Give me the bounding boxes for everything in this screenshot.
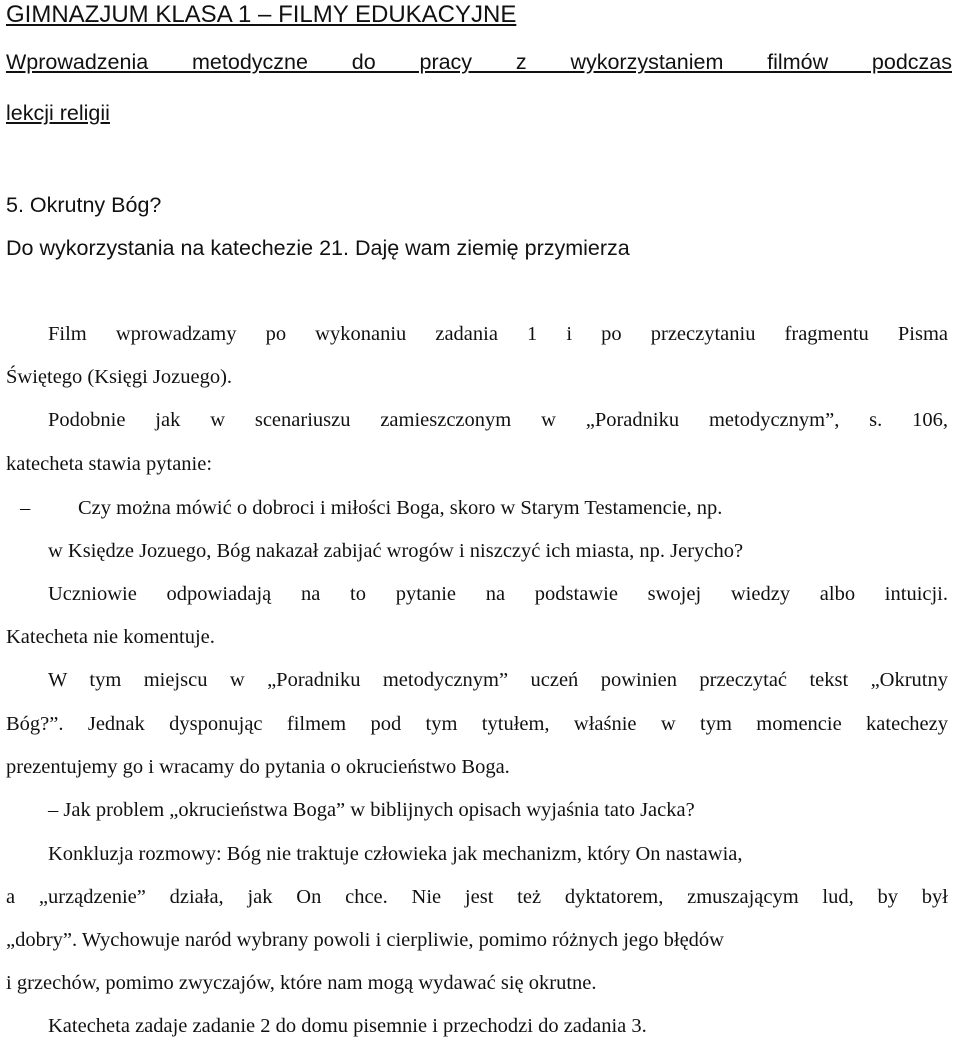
paragraph-3-line-2: Katecheta nie komentuje. <box>6 626 215 648</box>
question-dash: – <box>20 497 31 519</box>
paragraph-3-line-1: Uczniowie odpowiadają na to pytanie na podstawie swojej wiedzy albo intuicji. <box>48 583 948 605</box>
page-subtitle-line-2: lekcji religii <box>6 101 110 125</box>
question-text-line-1: Czy można mówić o dobroci i miłości Boga, skoro w Starym Testamencie, np. <box>78 497 723 519</box>
paragraph-1-line-2: Świętego (Księgi Jozuego). <box>6 366 233 388</box>
paragraph-1-line-1: Film wprowadzamy po wykonaniu zadania 1 i po przeczytaniu fragmentu Pisma <box>48 323 948 345</box>
paragraph-4-line-3: prezentujemy go i wracamy do pytania o okrucieństwo Boga. <box>6 756 510 778</box>
paragraph-4-line-1: W tym miejscu w „Poradniku metodycznym” uczeń powinien przeczytać tekst „Okrutny <box>48 669 948 691</box>
paragraph-6-line-1: Konkluzja rozmowy: Bóg nie traktuje człowieka jak mechanizm, który On nastawia, <box>48 843 743 865</box>
question-line-2: w Księdze Jozuego, Bóg nakazał zabijać wrogów i niszczyć ich miasta, np. Jerycho? <box>48 540 744 562</box>
paragraph-7-line-1: Katecheta zadaje zadanie 2 do domu pisemnie i przechodzi do zadania 3. <box>48 1015 647 1037</box>
section-title: 5. Okrutny Bóg? <box>6 193 162 217</box>
paragraph-2-line-2: katecheta stawia pytanie: <box>6 453 213 475</box>
page-subtitle-line-1: Wprowadzenia metodyczne do pracy z wykorzystaniem filmów podczas <box>6 50 952 74</box>
paragraph-6-line-4: i grzechów, pomimo zwyczajów, które nam mogą wydawać się okrutne. <box>6 972 597 994</box>
section-usage: Do wykorzystania na katechezie 21. Daję wam ziemię przymierza <box>6 236 630 260</box>
paragraph-4-line-2: Bóg?”. Jednak dysponując filmem pod tym tytułem, właśnie w tym momencie katechezy <box>6 713 948 735</box>
page-title: GIMNAZJUM KLASA 1 – FILMY EDUKACYJNE <box>6 1 517 28</box>
paragraph-5-line-1: – Jak problem „okrucieństwa Boga” w biblijnych opisach wyjaśnia tato Jacka? <box>48 799 695 821</box>
paragraph-6-line-3: „dobry”. Wychowuje naród wybrany powoli i cierpliwie, pomimo różnych jego błędów <box>6 929 724 951</box>
paragraph-2-line-1: Podobnie jak w scenariuszu zamieszczonym w „Poradniku metodycznym”, s. 106, <box>48 409 948 431</box>
paragraph-6-line-2: a „urządzenie” działa, jak On chce. Nie jest też dyktatorem, zmuszającym lud, by był <box>6 886 948 908</box>
question-line-1 <box>20 494 722 522</box>
